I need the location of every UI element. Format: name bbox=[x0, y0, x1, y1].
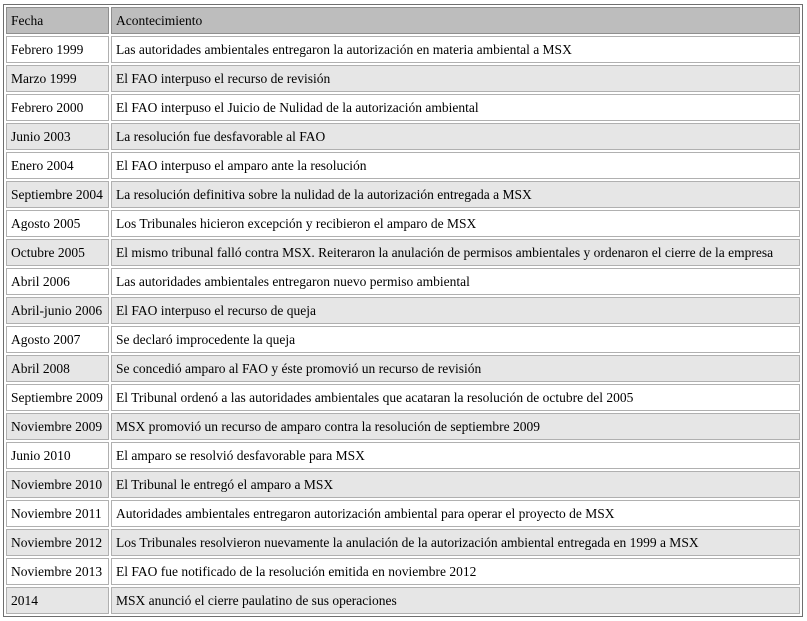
event-cell: El Tribunal ordenó a las autoridades ambientales que acataran la resolución de octubre del 2005 bbox=[111, 384, 800, 411]
date-cell: Noviembre 2013 bbox=[6, 558, 109, 585]
table-row bbox=[6, 558, 800, 585]
date-cell: Junio 2003 bbox=[6, 123, 109, 150]
timeline-table-container bbox=[3, 4, 803, 617]
date-cell: Septiembre 2004 bbox=[6, 181, 109, 208]
table-row bbox=[6, 442, 800, 469]
date-cell: Marzo 1999 bbox=[6, 65, 109, 92]
event-cell: Se concedió amparo al FAO y éste promovió un recurso de revisión bbox=[111, 355, 800, 382]
event-cell: El FAO interpuso el recurso de revisión bbox=[111, 65, 800, 92]
event-cell: Los Tribunales hicieron excepción y recibieron el amparo de MSX bbox=[111, 210, 800, 237]
date-cell: Febrero 2000 bbox=[6, 94, 109, 121]
event-cell: Se declaró improcedente la queja bbox=[111, 326, 800, 353]
date-cell: Abril 2008 bbox=[6, 355, 109, 382]
event-cell: Las autoridades ambientales entregaron nuevo permiso ambiental bbox=[111, 268, 800, 295]
table-row bbox=[6, 500, 800, 527]
table-header-row bbox=[6, 7, 800, 34]
table-row bbox=[6, 529, 800, 556]
date-cell: Noviembre 2012 bbox=[6, 529, 109, 556]
date-cell: Enero 2004 bbox=[6, 152, 109, 179]
timeline-table bbox=[4, 5, 802, 616]
table-row bbox=[6, 123, 800, 150]
table-row bbox=[6, 65, 800, 92]
table-row bbox=[6, 471, 800, 498]
table-row bbox=[6, 36, 800, 63]
table-row bbox=[6, 355, 800, 382]
event-cell: La resolución definitiva sobre la nulidad de la autorización entregada a MSX bbox=[111, 181, 800, 208]
header-fecha: Fecha bbox=[6, 7, 109, 34]
date-cell: Agosto 2007 bbox=[6, 326, 109, 353]
date-cell: Septiembre 2009 bbox=[6, 384, 109, 411]
event-cell: Las autoridades ambientales entregaron la autorización en materia ambiental a MSX bbox=[111, 36, 800, 63]
table-row bbox=[6, 297, 800, 324]
date-cell: Abril-junio 2006 bbox=[6, 297, 109, 324]
date-cell: Abril 2006 bbox=[6, 268, 109, 295]
table-row bbox=[6, 268, 800, 295]
date-cell: Noviembre 2009 bbox=[6, 413, 109, 440]
date-cell: Noviembre 2010 bbox=[6, 471, 109, 498]
table-row bbox=[6, 152, 800, 179]
table-row bbox=[6, 413, 800, 440]
date-cell: Febrero 1999 bbox=[6, 36, 109, 63]
event-cell: El FAO interpuso el amparo ante la resolución bbox=[111, 152, 800, 179]
event-cell: MSX promovió un recurso de amparo contra la resolución de septiembre 2009 bbox=[111, 413, 800, 440]
table-row bbox=[6, 181, 800, 208]
table-row bbox=[6, 210, 800, 237]
date-cell: 2014 bbox=[6, 587, 109, 614]
event-cell: Autoridades ambientales entregaron autorización ambiental para operar el proyecto de MSX bbox=[111, 500, 800, 527]
date-cell: Octubre 2005 bbox=[6, 239, 109, 266]
table-row bbox=[6, 326, 800, 353]
table-row bbox=[6, 239, 800, 266]
table-row bbox=[6, 587, 800, 614]
event-cell: El FAO interpuso el recurso de queja bbox=[111, 297, 800, 324]
date-cell: Noviembre 2011 bbox=[6, 500, 109, 527]
header-acontecimiento: Acontecimiento bbox=[111, 7, 800, 34]
event-cell: El Tribunal le entregó el amparo a MSX bbox=[111, 471, 800, 498]
table-row bbox=[6, 94, 800, 121]
event-cell: El amparo se resolvió desfavorable para MSX bbox=[111, 442, 800, 469]
date-cell: Junio 2010 bbox=[6, 442, 109, 469]
event-cell: Los Tribunales resolvieron nuevamente la anulación de la autorización ambiental entregada en 1999 a MSX bbox=[111, 529, 800, 556]
table-row bbox=[6, 384, 800, 411]
event-cell: La resolución fue desfavorable al FAO bbox=[111, 123, 800, 150]
event-cell: El mismo tribunal falló contra MSX. Reiteraron la anulación de permisos ambientales y ordenaron el cierre de la empresa bbox=[111, 239, 800, 266]
date-cell: Agosto 2005 bbox=[6, 210, 109, 237]
event-cell: MSX anunció el cierre paulatino de sus operaciones bbox=[111, 587, 800, 614]
event-cell: El FAO interpuso el Juicio de Nulidad de la autorización ambiental bbox=[111, 94, 800, 121]
event-cell: El FAO fue notificado de la resolución emitida en noviembre 2012 bbox=[111, 558, 800, 585]
